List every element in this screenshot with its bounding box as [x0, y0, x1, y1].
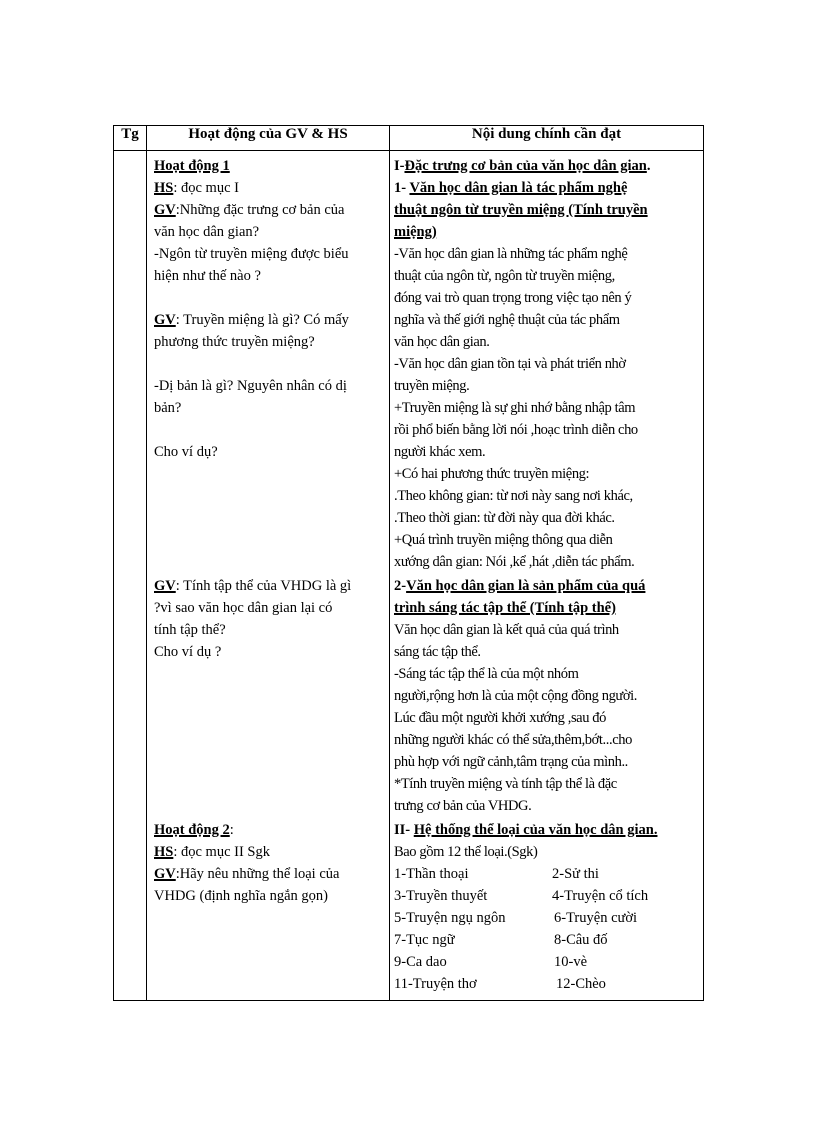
question-variant: -Dị bản là gì? Nguyên nhân có dị [154, 378, 347, 394]
genre-item: 10-vè [554, 954, 588, 970]
para-7-line-3: Lúc đầu một người khởi xướng ,sau đó [394, 710, 606, 726]
para-1-line-3: đóng vai trò quan trọng trong việc tạo nên ý [394, 290, 632, 306]
para-1-line-4: nghĩa và thế giới nghệ thuật của tác phẩm [394, 312, 620, 328]
question-example-2: Cho ví dụ ? [154, 644, 222, 660]
gv-question-4-cont: VHDG (định nghĩa ngắn gọn) [154, 888, 328, 904]
activities-cell [147, 151, 390, 1001]
gv-question-2-cont: phương thức truyền miệng? [154, 334, 315, 350]
content-cell [390, 151, 704, 1001]
para-1-line-5: văn học dân gian. [394, 334, 490, 350]
hs-instruction-2: HS: đọc mục II Sgk [154, 844, 270, 860]
para-1-line-2: thuật của ngôn từ, ngôn từ truyền miệng, [394, 268, 615, 284]
gv-question-3-cont: ?vì sao văn học dân gian lại có [154, 600, 333, 616]
para-6-line-2: sáng tác tập thể. [394, 644, 481, 660]
section-2-heading: II- Hệ thống thể loại của văn học dân gian. [394, 822, 658, 838]
genre-item: 9-Ca dao [394, 954, 447, 970]
section-1-heading: I-Đặc trưng cơ bản của văn học dân gian. [394, 158, 651, 174]
genre-item: 6-Truyện cười [554, 910, 638, 926]
para-7-line-2: người,rộng hơn là của một cộng đồng người. [394, 688, 638, 704]
table-header-row [114, 126, 704, 151]
genre-item: 7-Tục ngữ [394, 932, 455, 948]
question-oral-words: -Ngôn từ truyền miệng được biểu [154, 246, 349, 262]
para-7-line-1: -Sáng tác tập thể là của một nhóm [394, 666, 579, 682]
para-1-line-1: -Văn học dân gian là những tác phẩm nghệ [394, 246, 628, 262]
para-7-line-5: phù hợp với ngữ cảnh,tâm trạng của mình.. [394, 754, 628, 770]
gv-question-4: GV:Hãy nêu những thể loại của [154, 866, 340, 882]
question-variant-cont: bản? [154, 400, 182, 416]
para-3-line-3: người khác xem. [394, 444, 486, 460]
para-8-line-1: *Tính truyền miệng và tính tập thể là đặc [394, 776, 617, 792]
para-7-line-4: những người khác có thể sửa,thêm,bớt...cho [394, 732, 632, 748]
gv-question-2: GV: Truyền miệng là gì? Có mấy [154, 312, 349, 328]
genre-item: 8-Câu đố [554, 932, 608, 948]
time-cell [114, 151, 147, 1001]
gv-question-1-cont: văn học dân gian? [154, 224, 260, 240]
genres-intro: Bao gồm 12 thể loại.(Sgk) [394, 844, 538, 860]
genre-item: 5-Truyện ngụ ngôn [394, 910, 506, 926]
para-3-line-1: +Truyền miệng là sự ghi nhớ bằng nhập tâm [394, 400, 636, 416]
subsection-1-heading-cont: thuật ngôn từ truyền miệng (Tính truyền [394, 202, 648, 218]
genre-item: 4-Truyện cổ tích [552, 888, 649, 904]
subsection-1-heading: 1- Văn học dân gian là tác phẩm nghệ [394, 180, 628, 196]
para-2-line-1: -Văn học dân gian tồn tại và phát triển nhờ [394, 356, 626, 372]
subsection-1-heading-cont2: miệng) [394, 224, 437, 240]
gv-question-3-cont2: tính tập thể? [154, 622, 226, 638]
genre-item: 2-Sử thi [552, 866, 599, 882]
genre-item: 1-Thần thoại [394, 866, 469, 882]
activity-2-heading: Hoạt động 2: [154, 822, 234, 838]
question-example-1: Cho ví dụ? [154, 444, 218, 460]
genre-item: 12-Chèo [556, 976, 606, 992]
para-4-line-3: .Theo thời gian: từ đời này qua đời khác. [394, 510, 615, 526]
para-8-line-2: trưng cơ bản của VHDG. [394, 798, 532, 814]
subsection-2-heading: 2-Văn học dân gian là sản phẩm của quá [394, 578, 646, 594]
para-3-line-2: rồi phổ biến bằng lời nói ,hoạc trình diễn cho [394, 422, 638, 438]
para-5-line-2: xướng dân gian: Nói ,kể ,hát ,diễn tác phẩm. [394, 554, 635, 570]
table-body-row [114, 151, 704, 1001]
genre-item: 11-Truyện thơ [394, 976, 477, 992]
header-activities: Hoạt động của GV & HS [147, 126, 390, 151]
subsection-2-heading-cont: trình sáng tác tập thể (Tính tập thể) [394, 600, 616, 616]
para-4-line-2: .Theo không gian: từ nơi này sang nơi khác, [394, 488, 633, 504]
activity-1-heading: Hoạt động 1 [154, 158, 230, 174]
header-content: Nội dung chính cần đạt [390, 126, 704, 151]
para-2-line-2: truyền miệng. [394, 378, 470, 394]
question-oral-words-cont: hiện như thế nào ? [154, 268, 261, 284]
header-tg: Tg [114, 126, 147, 151]
gv-question-1: GV:Những đặc trưng cơ bản của [154, 202, 345, 218]
para-6-line-1: Văn học dân gian là kết quả của quá trình [394, 622, 619, 638]
hs-instruction-1: HS: đọc mục I [154, 180, 239, 196]
lesson-table [113, 125, 704, 1001]
para-4-line-1: +Có hai phương thức truyền miệng: [394, 466, 590, 482]
gv-question-3: GV: Tính tập thể của VHDG là gì [154, 578, 352, 594]
genre-item: 3-Truyền thuyết [394, 888, 488, 904]
para-5-line-1: +Quá trình truyền miệng thông qua diễn [394, 532, 613, 548]
